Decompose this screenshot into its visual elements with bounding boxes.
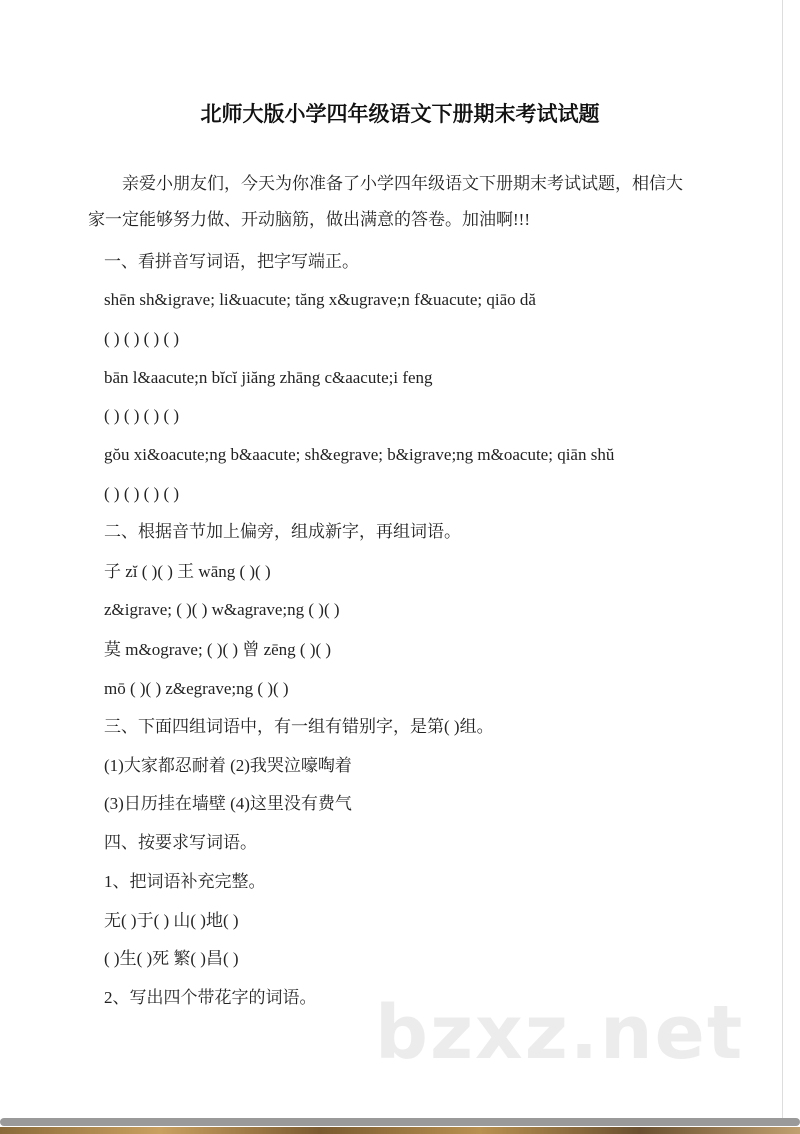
intro-paragraph: 亲爱小朋友们，今天为你准备了小学四年级语文下册期末考试试题，相信大家一定能够努力做、开动脑筋，做出满意的答卷。加油啊!!! [88,174,683,229]
document-line: 莫 m&ograve; ( )( ) 曾 zēng ( )( ) [104,640,332,659]
document-line: (3)日历挂在墙壁 (4)这里没有费气 [104,794,352,813]
document-line: 三、下面四组词语中，有一组有错别字，是第( )组。 [104,717,494,736]
document-line: ( ) ( ) ( ) ( ) [104,406,180,425]
document-line: bān l&aacute;n bĭcĭ jiăng zhāng c&aacute;i feng [104,368,433,387]
horizontal-scrollbar[interactable] [0,1118,800,1126]
document-line: ( ) ( ) ( ) ( ) [104,329,180,348]
document-line: 2、写出四个带花字的词语。 [104,988,317,1007]
document-line: z&igrave; ( )( ) w&agrave;ng ( )( ) [104,600,340,619]
document-line: shēn sh&igrave; li&uacute; tăng x&ugrave;n f&uacute; qiāo dă [104,290,536,309]
document-line: ( )生( )死 繁( )昌( ) [104,949,239,968]
document-title: 北师大版小学四年级语文下册期末考试试题 [200,102,600,126]
watermark-logo: bzxz.net [375,990,745,1076]
document-line: 无( )于( ) 山( )地( ) [104,911,239,930]
document-line: 1、把词语补充完整。 [104,872,266,891]
document-line: ( ) ( ) ( ) ( ) [104,484,180,503]
document-line: 二、根据音节加上偏旁，组成新字，再组词语。 [104,522,461,541]
document-line: gŏu xi&oacute;ng b&aacute; sh&egrave; b&igrave;ng m&oacute; qiān shŭ [104,445,615,464]
document-line: 一、看拼音写词语，把字写端正。 [104,252,359,271]
document-line: mō ( )( ) z&egrave;ng ( )( ) [104,679,289,698]
desktop-background-strip [0,1127,800,1134]
document-line: (1)大家都忍耐着 (2)我哭泣嚎啕着 [104,756,352,775]
document-line: 四、按要求写词语。 [104,833,257,852]
document-line: 子 zĭ ( )( ) 王 wāng ( )( ) [104,562,271,581]
